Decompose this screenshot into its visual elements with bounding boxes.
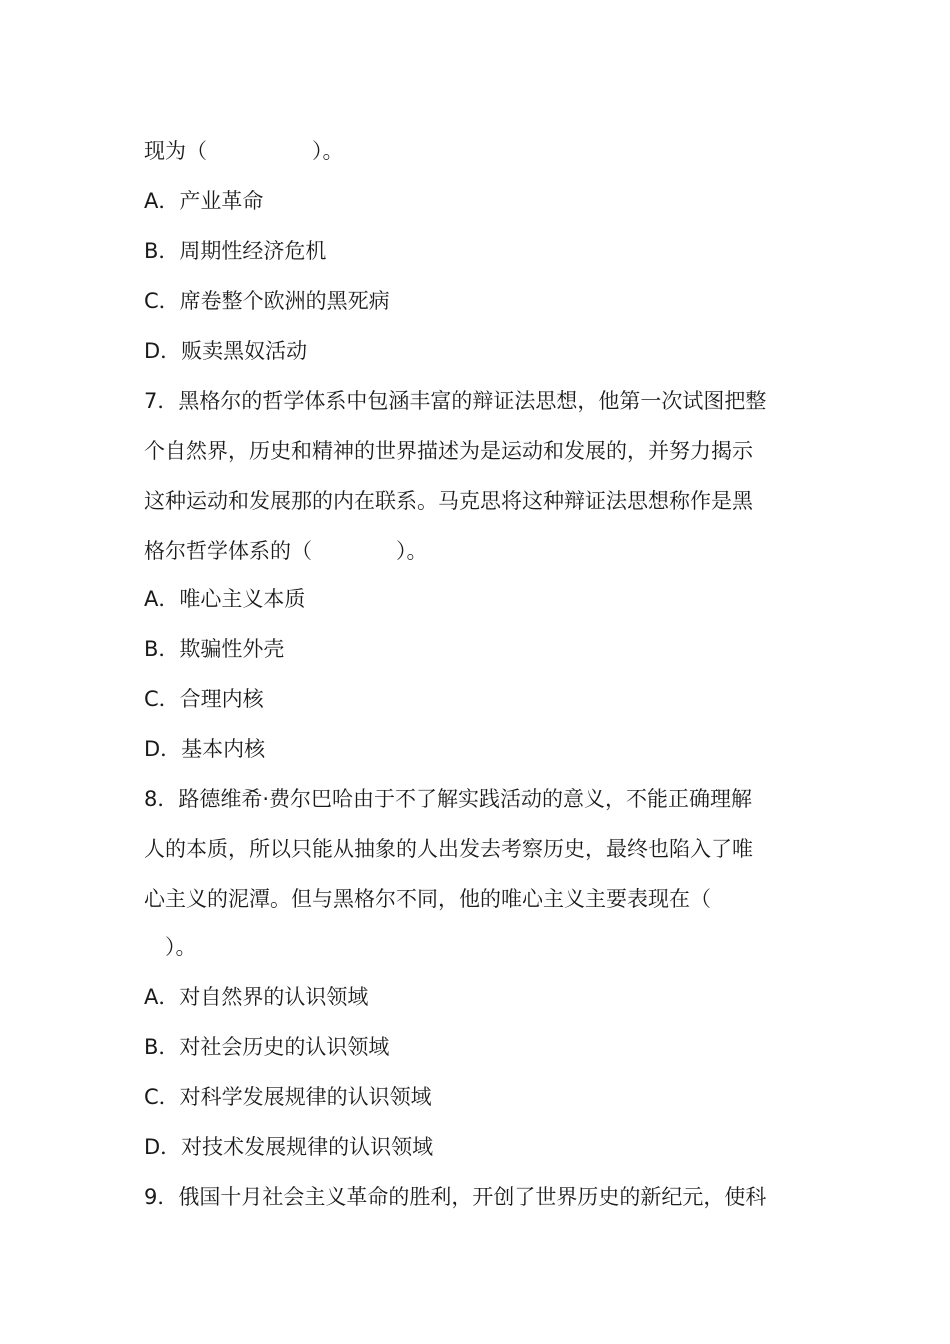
q6-option-a: A．产业革命 bbox=[144, 189, 264, 213]
q8-option-c: C．对科学发展规律的认识领域 bbox=[144, 1085, 432, 1109]
q7-stem-line-3: 这种运动和发展那的内在联系。马克思将这种辩证法思想称作是黑 bbox=[144, 489, 753, 513]
q6-option-d: D．贩卖黑奴活动 bbox=[144, 339, 308, 363]
q8-stem-line-1: 8．路德维希·费尔巴哈由于不了解实践活动的意义，不能正确理解 bbox=[144, 787, 753, 811]
q8-option-b: B．对社会历史的认识领域 bbox=[144, 1035, 390, 1059]
q8-option-a: A．对自然界的认识领域 bbox=[144, 985, 369, 1009]
q8-stem-line-2: 人的本质，所以只能从抽象的人出发去考察历史，最终也陷入了唯 bbox=[144, 837, 753, 861]
q6-option-c: C．席卷整个欧洲的黑死病 bbox=[144, 289, 390, 313]
q7-option-c: C．合理内核 bbox=[144, 687, 264, 711]
q7-option-d: D．基本内核 bbox=[144, 737, 266, 761]
q8-stem-line-4: ）。 bbox=[144, 935, 197, 959]
q7-option-a: A．唯心主义本质 bbox=[144, 587, 306, 611]
q7-stem-line-1: 7．黑格尔的哲学体系中包涵丰富的辩证法思想，他第一次试图把整 bbox=[144, 389, 767, 413]
q7-option-b: B．欺骗性外壳 bbox=[144, 637, 285, 661]
q6-stem-end: 现为（ ）。 bbox=[144, 139, 344, 163]
q7-stem-line-4: 格尔哲学体系的（ ）。 bbox=[144, 539, 428, 563]
q6-option-b: B．周期性经济危机 bbox=[144, 239, 327, 263]
q8-stem-line-3: 心主义的泥潭。但与黑格尔不同，他的唯心主义主要表现在（ bbox=[144, 887, 711, 911]
q7-stem-line-2: 个自然界，历史和精神的世界描述为是运动和发展的，并努力揭示 bbox=[144, 439, 753, 463]
q9-stem-line-1: 9．俄国十月社会主义革命的胜利，开创了世界历史的新纪元，使科 bbox=[144, 1185, 767, 1209]
q8-option-d: D．对技术发展规律的认识领域 bbox=[144, 1135, 434, 1159]
